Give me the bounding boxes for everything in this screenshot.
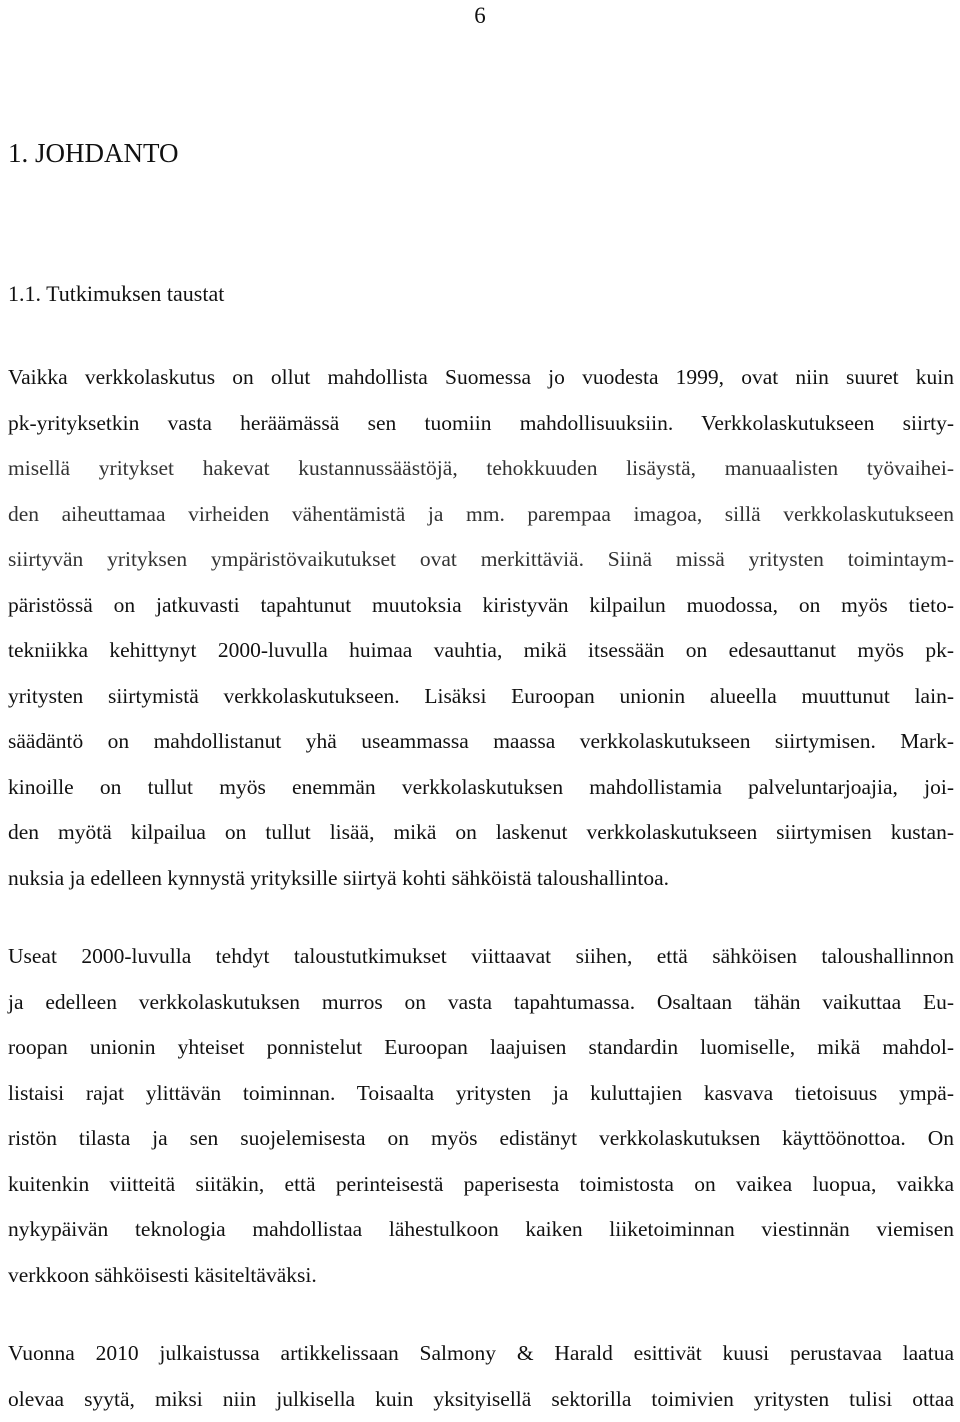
- text-line: pk-yrityksetkin vasta heräämässä sen tuomiin mahdollisuuksiin. Verkkolaskutukseen siirty-: [8, 401, 954, 447]
- text-line: den myötä kilpailua on tullut lisää, mikä on laskenut verkkolaskutukseen siirtymisen kustan-: [8, 810, 954, 856]
- text-line: nuksia ja edelleen kynnystä yrityksille siirtyä kohti sähköistä taloushallintoa.: [8, 856, 954, 902]
- paragraph-1: [8, 355, 954, 901]
- text-line: säädäntö on mahdollistanut yhä useammassa maassa verkkolaskutukseen siirtymisen. Mark-: [8, 719, 954, 765]
- text-line: nykypäivän teknologia mahdollistaa lähestulkoon kaiken liiketoiminnan viestinnän viemisen: [8, 1207, 954, 1253]
- text-line: kuitenkin viitteitä siitäkin, että perinteisestä paperisesta toimistosta on vaikea luopua, vaikka: [8, 1162, 954, 1208]
- text-line: Useat 2000-luvulla tehdyt taloustutkimukset viittaavat siihen, että sähköisen taloushallinnon: [8, 934, 954, 980]
- text-line: päristössä on jatkuvasti tapahtunut muutoksia kiristyvän kilpailun muodossa, on myös tieto-: [8, 583, 954, 629]
- paragraph-2: [8, 934, 954, 1298]
- text-line: misellä yritykset hakevat kustannussäästöjä, tehokkuuden lisäystä, manuaalisten työvaihei-: [8, 446, 954, 492]
- text-line: ja edelleen verkkolaskutuksen murros on vasta tapahtumassa. Osaltaan tähän vaikuttaa Eu-: [8, 980, 954, 1026]
- text-line: listaisi rajat ylittävän toiminnan. Toisaalta yritysten ja kuluttajien kasvava tietoisuus ympä-: [8, 1071, 954, 1117]
- section-heading: 1.1. Tutkimuksen taustat: [8, 280, 224, 308]
- text-line: roopan unionin yhteiset ponnistelut Euroopan laajuisen standardin luomiselle, mikä mahdol-: [8, 1025, 954, 1071]
- text-line: yritysten siirtymistä verkkolaskutukseen. Lisäksi Euroopan unionin alueella muuttunut lain-: [8, 674, 954, 720]
- text-line: den aiheuttamaa virheiden vähentämistä ja mm. parempaa imagoa, sillä verkkolaskutukseen: [8, 492, 954, 538]
- chapter-heading: 1. JOHDANTO: [8, 136, 179, 170]
- page-number: 6: [0, 2, 960, 30]
- text-line: Vuonna 2010 julkaistussa artikkelissaan Salmony & Harald esittivät kuusi perustavaa laatua: [8, 1331, 954, 1377]
- text-line: kinoille on tullut myös enemmän verkkolaskutuksen mahdollistamia palveluntarjoajia, joi-: [8, 765, 954, 811]
- text-line: verkkoon sähköisesti käsiteltäväksi.: [8, 1253, 954, 1299]
- text-line: ristön tilasta ja sen suojelemisesta on myös edistänyt verkkolaskutuksen käyttöönottoa. On: [8, 1116, 954, 1162]
- text-line: siirtyvän yrityksen ympäristövaikutukset ovat merkittäviä. Siinä missä yritysten toimintaym-: [8, 537, 954, 583]
- text-line: Vaikka verkkolaskutus on ollut mahdollista Suomessa jo vuodesta 1999, ovat niin suuret kuin: [8, 355, 954, 401]
- text-line: tekniikka kehittynyt 2000-luvulla huimaa vauhtia, mikä itsessään on edesauttanut myös pk-: [8, 628, 954, 674]
- text-line: olevaa syytä, miksi niin julkisella kuin yksityisellä sektorilla toimivien yritysten tulisi ottaa: [8, 1377, 954, 1422]
- paragraph-3: [8, 1331, 954, 1422]
